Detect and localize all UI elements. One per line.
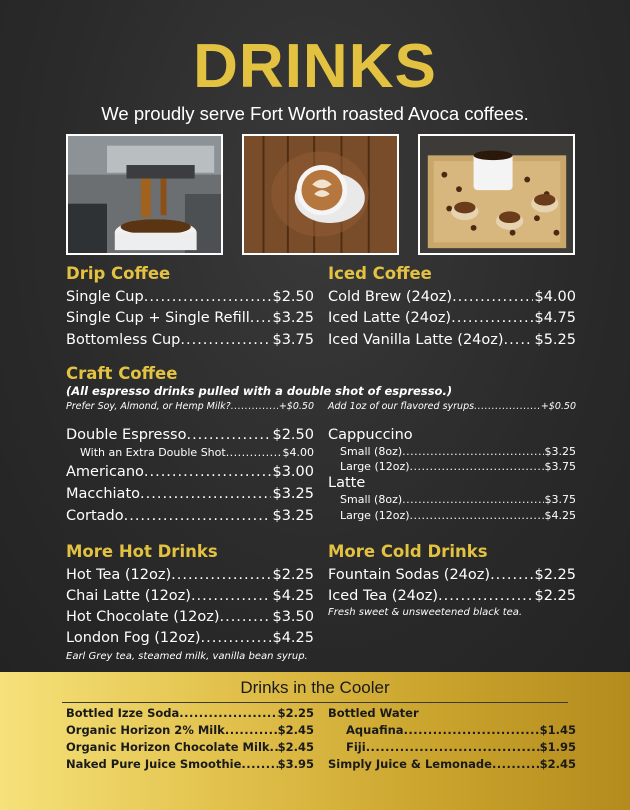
craft-coffee-heading: Craft Coffee bbox=[66, 364, 178, 383]
latte-art-photo bbox=[242, 134, 399, 255]
coffee-cupcakes-photo bbox=[418, 134, 575, 255]
list-item: Fountain Sodas (24oz) ..... $2.25 bbox=[328, 565, 576, 585]
iced-coffee-heading: Iced Coffee bbox=[328, 264, 432, 283]
list-item: Iced Vanilla Latte (24oz) ..... $5.25 bbox=[328, 330, 576, 350]
list-item: Large (12oz) ..... $4.25 bbox=[340, 509, 576, 523]
list-item: London Fog (12oz) ..... $4.25 bbox=[66, 628, 314, 648]
list-item: Large (12oz) ..... $3.75 bbox=[340, 460, 576, 474]
espresso-machine-icon bbox=[68, 136, 221, 253]
cappuccino-label: Cappuccino bbox=[328, 427, 413, 443]
cooler-banner bbox=[0, 672, 630, 810]
list-item: Bottomless Cup ..... $3.75 bbox=[66, 330, 314, 350]
list-item: Macchiato ..... $3.25 bbox=[66, 484, 314, 504]
list-item: Single Cup + Single Refill ..... $3.25 bbox=[66, 308, 314, 328]
syrup-option: Add 1oz of our flavored syrups ..... +$0.50 bbox=[328, 400, 576, 414]
list-item: Hot Chocolate (12oz) ..... $3.50 bbox=[66, 607, 314, 627]
espresso-note: (All espresso drinks pulled with a double shot of espresso.) bbox=[66, 384, 453, 398]
tagline: We proudly serve Fort Worth roasted Avoca coffees. bbox=[101, 103, 529, 124]
list-item: Single Cup ..... $2.50 bbox=[66, 287, 314, 307]
latte-art-icon bbox=[244, 136, 397, 253]
list-item: Small (8oz) ..... $3.75 bbox=[340, 493, 576, 507]
milk-option: Prefer Soy, Almond, or Hemp Milk? ..... +$0.50 bbox=[66, 400, 314, 414]
list-item: Chai Latte (12oz) ..... $4.25 bbox=[66, 586, 314, 606]
list-item: Aquafina ..... $1.45 bbox=[346, 722, 576, 738]
list-item: Cold Brew (24oz) ..... $4.00 bbox=[328, 287, 576, 307]
list-item: Naked Pure Juice Smoothie ..... $3.95 bbox=[66, 756, 314, 772]
list-item: Americano ..... $3.00 bbox=[66, 462, 314, 482]
latte-label: Latte bbox=[328, 475, 366, 491]
list-item: Simply Juice & Lemonade ..... $2.45 bbox=[328, 756, 576, 772]
iced-tea-note: Fresh sweet & unsweetened black tea. bbox=[328, 607, 523, 618]
espresso-machine-photo bbox=[66, 134, 223, 255]
list-item: Double Espresso ..... $2.50 bbox=[66, 425, 314, 445]
page-title: DRINKS bbox=[193, 32, 437, 101]
list-item: Hot Tea (12oz) ..... $2.25 bbox=[66, 565, 314, 585]
list-item: Organic Horizon Chocolate Milk ..... $2.45 bbox=[66, 739, 314, 755]
drip-coffee-heading: Drip Coffee bbox=[66, 264, 171, 283]
list-item: With an Extra Double Shot ..... $4.00 bbox=[80, 446, 314, 460]
bottled-water-label: Bottled Water bbox=[328, 706, 419, 720]
coffee-and-cupcakes-icon bbox=[420, 136, 573, 253]
divider bbox=[62, 702, 568, 703]
list-item: Cortado ..... $3.25 bbox=[66, 506, 314, 526]
cooler-heading: Drinks in the Cooler bbox=[240, 678, 390, 697]
list-item: Organic Horizon 2% Milk ..... $2.45 bbox=[66, 722, 314, 738]
hot-drinks-heading: More Hot Drinks bbox=[66, 542, 218, 561]
list-item: Iced Latte (24oz) ..... $4.75 bbox=[328, 308, 576, 328]
list-item: Bottled Izze Soda ..... $2.25 bbox=[66, 705, 314, 721]
list-item: Small (8oz) ..... $3.25 bbox=[340, 445, 576, 459]
cold-drinks-heading: More Cold Drinks bbox=[328, 542, 488, 561]
london-fog-note: Earl Grey tea, steamed milk, vanilla bean syrup. bbox=[66, 651, 308, 662]
list-item: Fiji ..... $1.95 bbox=[346, 739, 576, 755]
list-item: Iced Tea (24oz) ..... $2.25 bbox=[328, 586, 576, 606]
